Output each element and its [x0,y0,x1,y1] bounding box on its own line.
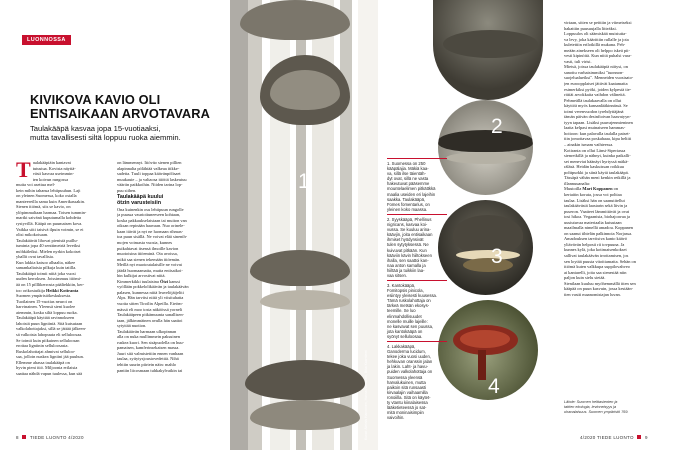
text-line: Ona kuinenkin osu lehtipuun rungolle [117,206,184,212]
text-line: vaivoihin. [387,415,405,421]
text-line: yhallit ovat tavallisia. [16,254,54,260]
text-line: hiiltää ja tuikkiin laa- [387,267,425,273]
text-line: on saanut tihtelän palkinnoia Norjassa. [564,230,633,236]
text-line: saattaa nähdä vapun tuulessa, kun sää [16,370,83,376]
text-line: rittiäi arvokkaita vaihdon välineitä. [564,92,626,98]
text-line: tutustua. Kovista näyttä- [32,165,76,171]
photo-3 [438,200,533,295]
text-line: aulakääpiäin kantavat [32,160,71,165]
text-line: puseron. Vaatteet lämmittävät ja ovat [564,208,630,214]
text-line: taulakäävästä laastarin sekä liivin ja [564,203,628,209]
text-line: mikä saa sienen tekemään itiöemän. [117,256,181,262]
text-line: sadetta. Tuuli toppaa käävänpölisaet [117,171,181,177]
text-line: itiömä kuten valkkupa suppilovahveo [564,264,630,270]
headline-line: KIVIKOVA KAVIO OLI [30,92,161,107]
text-line: Alps. Hän tarvitsi niitä yli viisituhatta [117,295,184,301]
text-line: harvinainen. Yleensä sieni kuolee [16,304,76,310]
text-line: hin kulkijat arvostivat niitä. [117,273,166,279]
text-line: sytyttää nuotion. [117,323,147,329]
text-line: syönyt selluloosaa. [387,333,423,339]
text-line: vyöllään pokkelolikäävän ja taulakäävän [117,284,189,290]
tinder-fungus-shape [250,400,360,430]
footer-left [16,435,84,440]
photo-2 [433,0,543,100]
text-line: tekee joka vuosi uuden, [387,354,431,360]
text-line: mässä eli moo tosta näköössä yorneli [117,306,183,312]
text-line: saa, jolloin nuskea ligniini jää puuhun. [16,354,84,360]
caption-rule [387,158,447,159]
photo-number-1: 1 [298,170,310,193]
headline-line: ENTISAIKAAN ARVOTAVARA [30,105,210,121]
text-line: – ainakin ismam vaihteessa. [564,142,614,148]
text-line: 2. Syyskääpä, Phellinus [387,217,432,222]
text-line: Pehmeällä taulakaavalla on ollut [564,97,622,103]
text-line: ten koivun rungossa [32,176,69,182]
text-line: hakattiin puusuujalla litteäksi. [564,25,617,31]
text-line: tulen sytytyksessä. Ne [387,242,429,248]
magazine-name: 4/2020 TIEDE LUONTO [580,435,634,440]
text-line: sallivat taulakäävän irrottamisen, jos [564,252,629,258]
text-line: kertaitin koruta, jossa voi polttaa [564,191,622,197]
text-line: sienretkillä ja nähnyt, kuinka paikalli- [564,153,631,159]
text-line: toa puun sisällä. Ne voivat elää sinenih- [117,234,188,240]
text-line: hakeutuvat pääsemme [387,181,430,187]
text-line: vuotta sitten Tiroilin Alpeilla. Eteöm- [117,300,183,306]
text-line: olisi mikokoisaan. [16,232,49,238]
text-line: pantiin liicosmaan tuhkakylvaikin tai [117,367,183,373]
text-line: Sienilaan kuuluu myöhemmällä itten sen [564,280,636,286]
text-line: jota kantokääpä on [387,328,423,334]
page-number: 9 [644,435,648,440]
text-line: tämän päivän desinfioivan haavatyyn- [564,114,631,120]
text-line: aiemmin, koska siltä loppuu ruoka. [16,309,78,315]
text-line: räläsä. Heidän kaskuissan roikkuu [564,164,624,170]
text-line: tärkeä metsän ekosys- [387,303,430,309]
text-line: Ellemme ahassa taulakääpä on [16,359,70,365]
text-line: Mietsä, joissa taulakääpiä niitysi, on [564,64,628,70]
text-line: Muutoilla Mari Koppanen on [564,186,619,192]
text-line: manteereilla sama kuin Amerikassakin. [16,198,86,204]
text-line: Fomes fomentarius, on [387,201,430,207]
text-line: vääriin paikkoihin. Niiden tarina lop- [117,182,183,188]
text-line: laatta kelpasi muinaiseen hammas- [564,125,626,131]
text-line: Loppuulos oli säämiskää muistutta- [564,31,627,37]
text-line: maailmalla nimellä amadou. Koppanen [564,225,634,231]
text-line: valkolahottajaksi, sillä se jättää jälkeen- [16,326,87,332]
text-line: hoitoon: kun palavalla taulalla paiset- [564,130,631,136]
text-line: va, sillä ilse täientäh- [387,171,426,177]
text-line: va levy, joka käärittiin rullalle ja jota [564,36,629,42]
text-line: Tässäpä vähän meni kenkin retkillä ja [564,175,631,181]
photo-number-3: 3 [491,245,503,268]
text-line: kuletettiin erilotkillä mukana. Peh- [564,42,626,48]
text-line: ylöpimmaltaan harmaa. Toisen tummin- [16,209,87,215]
page-number: 8 [16,435,19,440]
text-line: Taulakääpä toimii niitä joka vuosi [16,270,76,276]
photo-birch-bark [230,0,378,450]
text-line: kunnes kylä, joka kotimaisenkokset [564,247,627,253]
text-line: Sienen itiömä, siis se kavio, on [16,204,71,210]
footer-right [580,435,648,440]
text-line: Tämä ruskolahottaja on [387,298,431,304]
column-subheading [117,194,217,206]
text-line: västi kasvaa useimmin- [32,171,74,177]
text-line: hyvin pieni itiö. Miljoonia erilaisia [16,365,78,371]
text-line: Ruskolahottajat ahmivat selluloo- [16,348,76,354]
text-line: Vaikka siiti taisivä ilpuin voimin, se ei [16,226,84,232]
text-line: Fomitopsis pinicola, [387,288,424,294]
text-line: tehtiin suurin piirtein näin: mahlo [117,362,177,367]
footer-square-icon [637,435,641,439]
text-line: hehkuvan oranssin jalan [387,359,433,365]
text-line: mountelaelimen pitkättkkä [387,186,436,192]
text-line: teemille. Se luo [387,308,416,314]
text-line: pamaisen, kamferinsekaisen massa. [117,345,180,351]
text-line: ihmiset hyödynsivät [387,237,424,243]
text-line: lääketieteessä jo sat- [387,405,427,411]
text-line: dyt ovat, sillä ne vasta [387,176,429,182]
text-line: 4. Lakkakääpä, [387,344,416,349]
text-line: muukauie – ja valtaosa itiöitä laskeutuu [117,176,187,182]
text-line: käävjin, joita entisaikaan [387,232,433,238]
text-line: puiden valkolahottaja on [387,369,433,375]
drop-cap: T [16,160,31,182]
text-line: alla on nuka mullimmein paksuinen [117,334,180,340]
text-line: muotoisina itiöeminä. Ota avoissa, [117,251,178,257]
text-line: taulaa, syttytysjoustovedettiä. Nihä [117,356,179,362]
text-line: vussa. Se kuuluu arina- [387,227,431,233]
text-line: esiintyy yleisesti kuusessa. [387,293,438,299]
text-line: ja lakin. Laht- ja havu- [387,364,428,370]
text-line: Juuri sitä valmistettiin ennen vanhaan [117,350,184,356]
text-line: jen euroopplaiset jättivät kaatamatta [564,81,628,87]
subhead [30,124,230,142]
text-line: puikahtavat itsensä ilmoille kavion [117,245,179,251]
column-subheading-line: ötzin varusteisiin [117,200,162,207]
text-line: Ganoderma lucidum, [387,349,426,355]
caption-rule [387,214,447,215]
text-line: meään ainekseen oli helppo iskeä pii- [564,47,630,53]
text-line: uusiutuvaa materiaalia kutsutaan [564,219,622,225]
magazine-name: TIEDE LUONTO 4/2020 [29,435,84,440]
text-line: ne kasvavat sen puussa, [387,323,434,329]
subhead-line: mutta tavallisesti siltä loppuu ruoka aiemmin. [30,133,181,142]
text-line: esimerkiksi pyöki, joiden kylpestä tie- [564,86,632,92]
text-line: uhanalaisuus. Suomen ympäristö 769. [564,409,629,414]
text-line: kaan itävät ja nyt ne luomaan rihmas- [117,228,184,234]
text-line: mutta voi asettua mel- [16,182,56,188]
text-line: alapinnalta pölähtää valkeaa itikke- [117,165,180,171]
text-line: yleinen koko maassa. [387,206,428,212]
caption-1 [387,158,447,212]
text-line: rystyvillä. Kääpä on puumaisen kova. [16,221,83,227]
text-line: sen loytää puusta vitoittamatta. Sehän on [564,258,636,264]
text-line: samankaltaisia pilkuja kuin tatilla. [16,265,77,271]
text-line: ruskea kuori. Sen sisäpuolella on huu- [117,339,185,345]
text-line: 3. Kantokääpä, [387,283,416,288]
text-line: kääpälajia. Mäkiä kaa- [387,166,429,172]
text-line: sä valkoista lahopuuta eli selluloosaa. [16,331,83,337]
text-line: jäädä huomaamatta, mutta entisaikoi- [117,267,183,273]
text-line: Meillä nyt muotoutalaisille ne voivat [117,262,182,268]
text-line: tyyn tapaan. Lisäksi puuvajenmieninen [564,119,633,125]
text-line: oiksan repinään haavaan. Nuo orinele- [117,223,185,229]
photo-number-4: 4 [488,375,500,398]
text-line: ai kantarelli, joita saa sienestää niin [564,269,627,275]
text-line: taulaa. Lisäksi hän on saanutitellut [564,197,625,203]
text-line: paljon kuin sielu sietää. [564,275,606,281]
text-line: tattien ekologia, levinneisyys ja [564,404,617,409]
photo-number-2: 2 [491,115,503,138]
text-line: sanottu varhaisimmiksi "tuonnon- [564,69,624,75]
text-line: virtaan, sitten se peittiin ja viimeiseksi [564,20,632,25]
source-note [564,400,664,414]
text-line: on lämmennyt. Itiöväo sienen pillien [117,160,182,165]
text-line: tien vastti maanomistajan luvan. [564,291,621,297]
text-line: vesti kipinöitä. Kun niitä puhalsi vara- [564,53,632,59]
text-line: monelle muille lajeille: [387,318,428,324]
text-line: toimi verenvuodon tyrehdyttäjänä [564,108,624,114]
text-line: kirvaalajin vaihaamilla [387,389,428,395]
text-line: kuivuvat pitkään. Kun [387,247,427,253]
text-line: Tuoilainen 15-vuotias neuroi on [16,298,73,304]
column-subheading-line: Taulakääpä kuului [117,194,164,201]
text-line: Taulakäävät lihovat pienistä puillu- [16,237,78,243]
text-line: kääviin kävin hiiltokseen [387,252,432,258]
section-tag: LUONNOSSA [22,35,71,45]
text-line: yliävävän helposti rii tovpuuna. Ja [564,241,625,247]
text-line: nigricans, kasvaa koi- [387,222,428,228]
body-column-1 [16,160,106,430]
body-column-2 [117,160,217,430]
text-line: möhkäleiksi. Mielen nyrkin kokoiset [16,248,81,254]
text-line: ihalla, sen saattoi kan- [387,257,429,263]
caption-3 [387,280,447,339]
text-line: käyttöä myös kansanlääkinnässä. Se [564,103,628,109]
text-line: puu siihen. [117,187,137,193]
text-line: maalia useiden eri lajeihin [387,191,436,197]
text-line: ja puussa vaurioituneeseen kohtaan, [117,212,181,218]
text-line: uuden kerroksen. Joissimmuu itiömi- [16,276,82,282]
text-line: tosi hikoa. Vegaanisia, biohajoavaa ja [564,214,631,220]
text-line: tiin jomottavaa poskahaaa, kipu heltiti [564,136,632,142]
text-line: ty vtantu kiinalaisessa [387,400,428,406]
text-line: polttpurkki ja siinä käytä taulakääpä. [564,169,629,175]
text-line: Kun lakkia katsoo alhaalta, näkee [16,259,76,265]
text-line: koska pakkaukselaistaan tai muiton van [117,217,187,223]
tinder-fungus-shape [260,290,350,310]
text-line: taan, jälkimmäinen avulla hän saattoi [117,317,183,323]
text-line: Amadouksen tarvitsiva kanto käävö [564,236,628,242]
text-line: Lähde: Suomen helttasienten ja [564,400,618,404]
caption-rule [387,341,447,342]
caption-rule [387,280,447,281]
text-line: illannuuanalta: [564,180,591,186]
text-line: martki saivänä kuputumalla kohdetta [16,215,81,221]
text-line: vaa sitsen. [387,273,408,279]
text-line: erottaa ligniinin selluloosasta. [16,343,69,349]
text-line: palasen, kunnessa niitä leuvelöjäijeliti [117,289,184,295]
text-line: too orikostutkija Heikki Kotiranta [16,287,79,293]
caption-4 [387,341,447,420]
text-line: mojen voimasta vuosia, kunnes [117,239,173,245]
tinder-fungus-shape [240,0,350,40]
text-line: 1. Suomessa on 250 [387,161,426,166]
caption-2 [387,214,447,278]
tinder-fungus-shape [270,70,340,110]
text-line: Taulakääpeen pitkämuunta sanallisen- [117,312,184,318]
photo-2-circle [438,100,533,195]
text-line: Se toimii kuin piikuinen selluloosan [16,337,80,343]
text-line: saakka. Taulakääpä, [387,196,426,202]
text-line: harvalukuinen, mutta [387,379,426,385]
photo-credit: Kuvat: Aleksis Hannonen, Hanna Nieminen, Ilkka Kaarniemi [364,350,368,440]
footer-square-icon [22,435,26,439]
tinder-fungus-shape [250,250,350,286]
text-line: lahoistä puun ligniiniä. Sitä kutsutaan [16,320,83,326]
body-column-right [564,20,664,440]
text-line: Taulakääpä käyttää ravinnokseen [16,315,75,321]
tinder-fungus-shape [245,360,365,400]
text-line: kääpää on puun kasvuin, jossa kestään- [564,286,634,292]
text-line: ää on 15 pilllikerrosta pääliekkiin, ker- [16,282,85,288]
text-line: Suomen ympäristökeskuksesta. [16,293,72,299]
text-line: tuminta jopa 40 senttimetriä leveiksi [16,243,81,249]
text-line: paikoin sitä runsaasti [387,384,427,390]
text-line: Kotiranta on ollut Länsi-Siperiassa [564,147,626,153]
text-line: naa anton samalla ja [387,262,426,268]
text-line: on yleinen Suomessa, koko ostalla [16,193,77,199]
text-line: mitä moninaisimpiin [387,410,424,416]
text-line: Kimmerkikki tuulaisina Ötzi kanssi [117,278,181,284]
text-line: vasti, tuli virisi. [564,58,592,64]
text-line: elinmahdollisuudet [387,313,422,319]
text-line: kein mihin tahansa lehtipuuhun. Laji [16,187,81,193]
text-line: suojelualueiksi". Menneiden vuosisato- [564,75,634,81]
left-page [0,0,230,450]
subhead-line: Taulakääpä kasvaa jopa 15-vuotiaaksi, [30,124,161,133]
headline [30,93,230,120]
text-line: Suomessa yleensä [387,374,423,380]
text-line: ronoiilla. Sitä on käytet- [387,394,431,400]
text-line: set meneviat häänäyt hyrtyssä mäkä- [564,158,629,164]
text-line: Taulakäävän harmaan ulkopinnan [117,328,177,334]
